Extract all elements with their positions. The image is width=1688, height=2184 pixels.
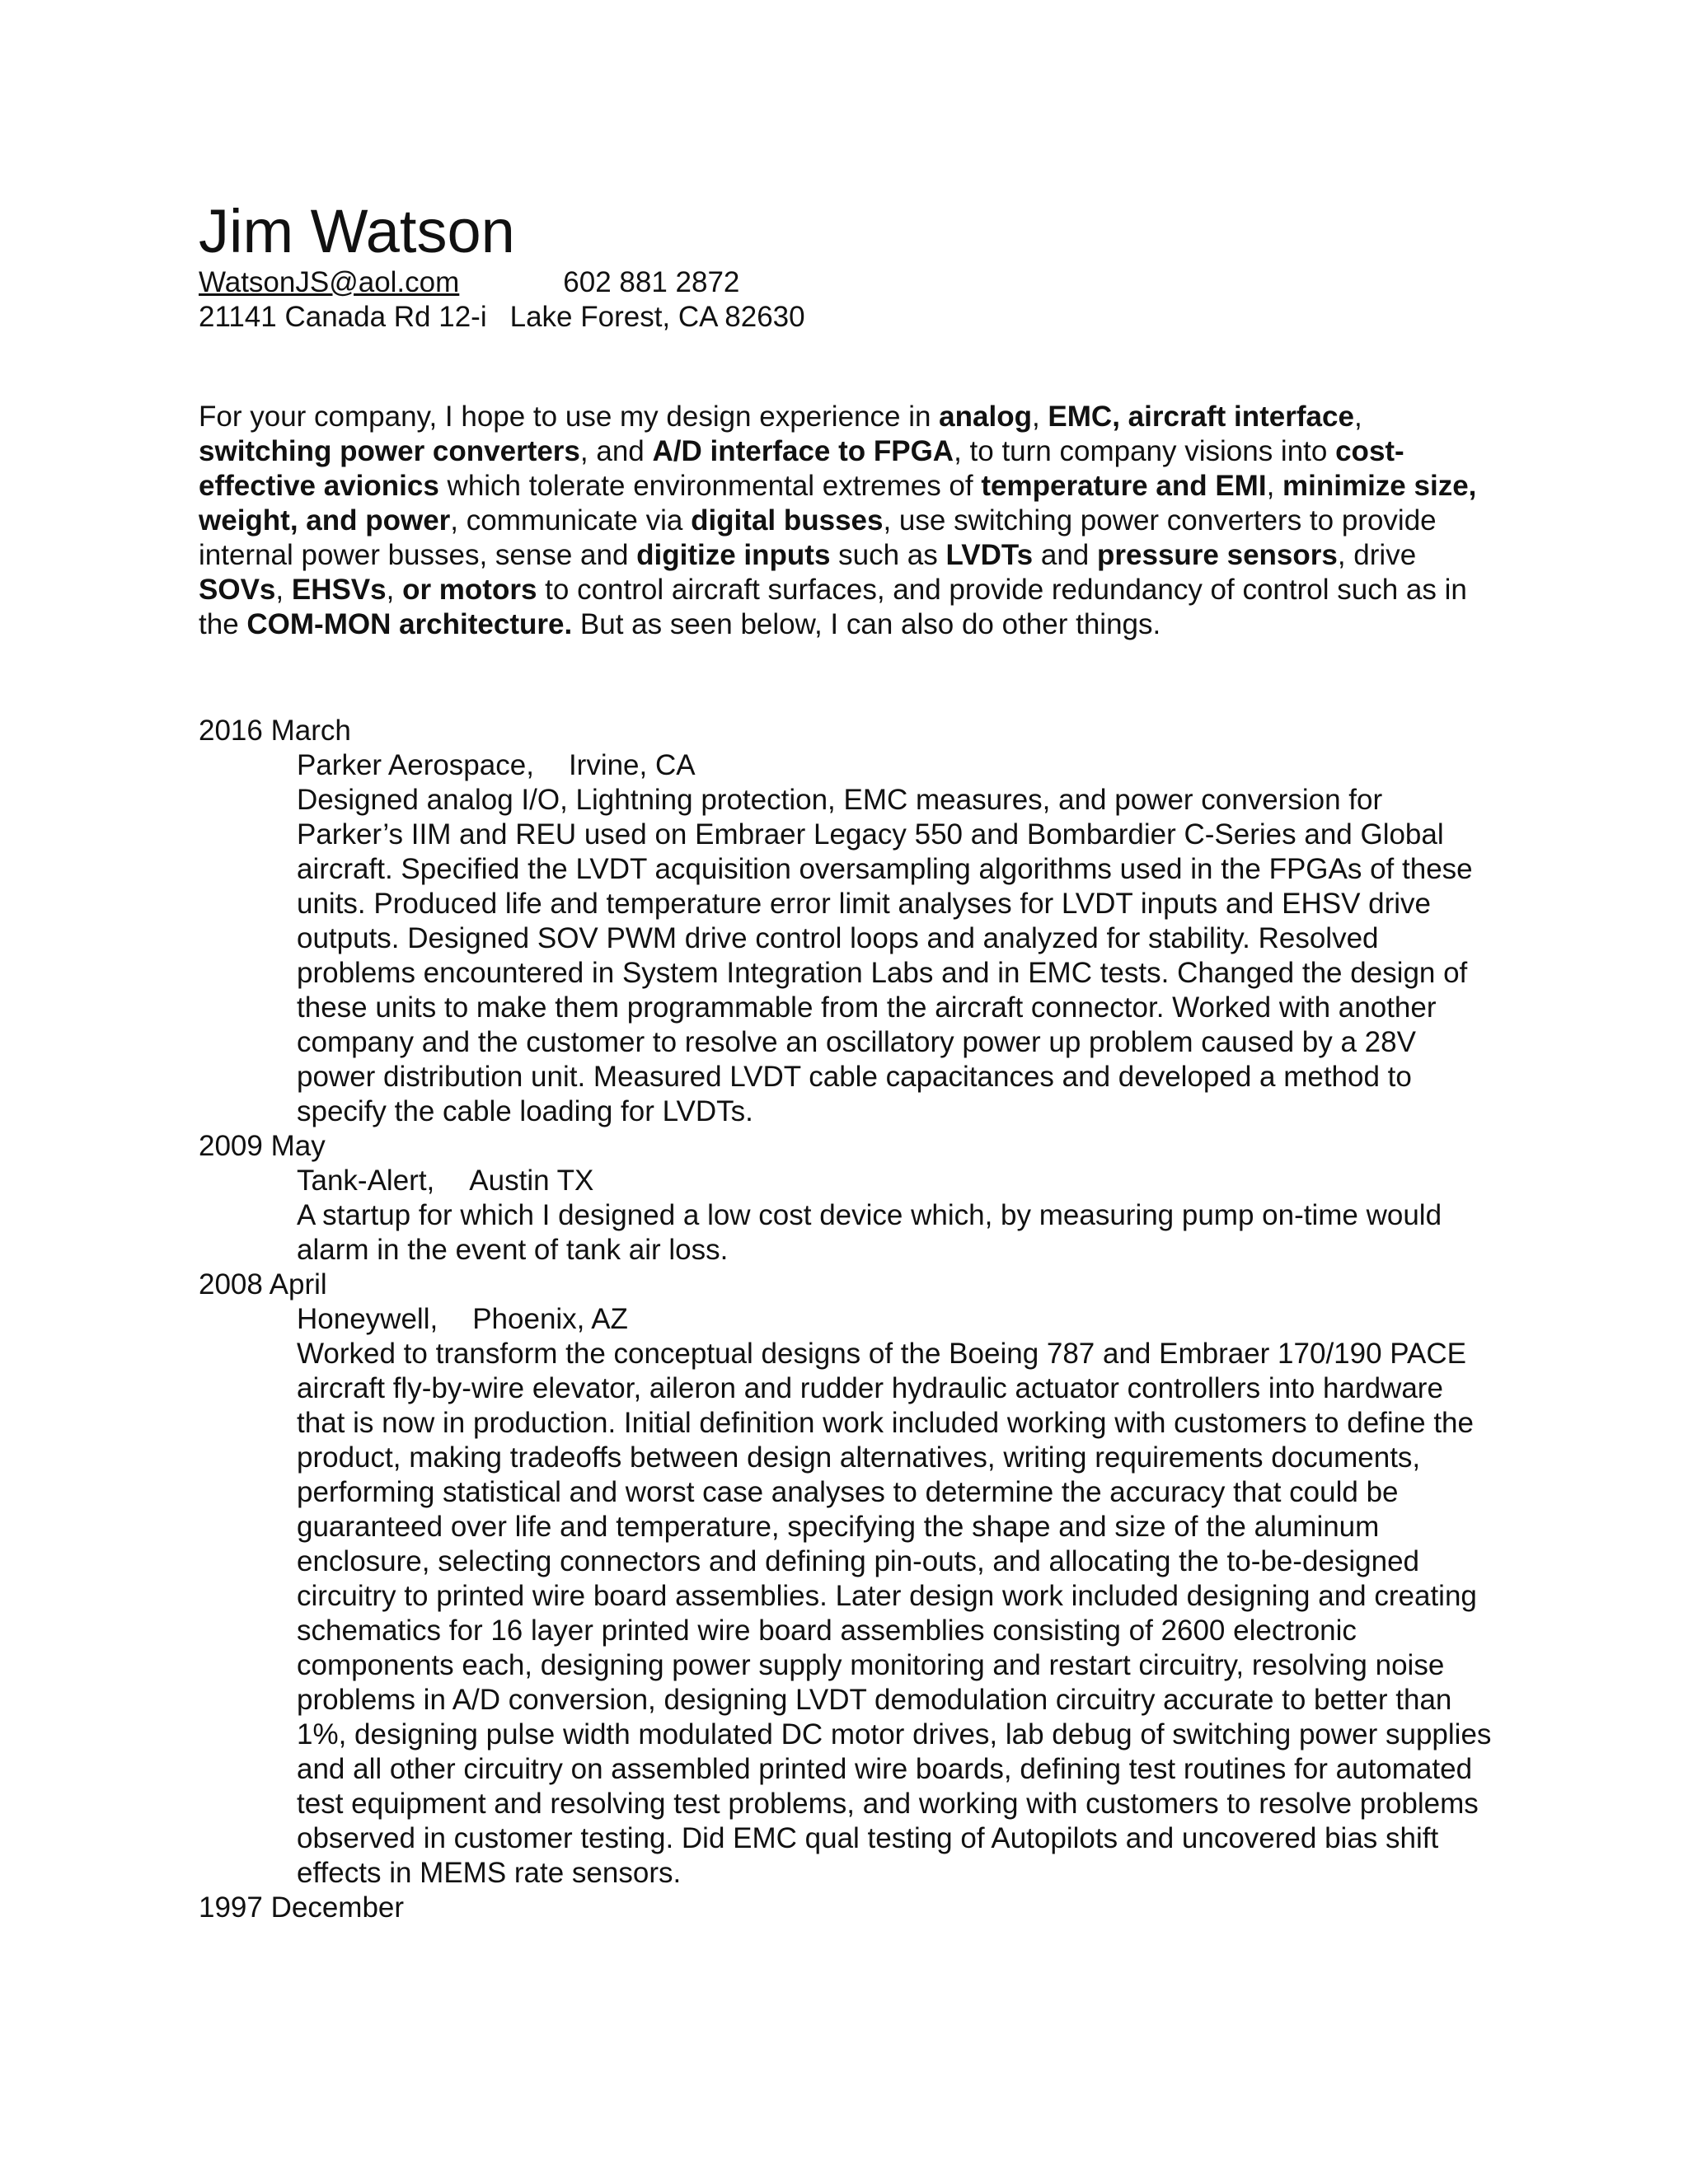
entry-body bbox=[297, 1302, 1493, 1891]
experience-section bbox=[199, 714, 1493, 1925]
summary-segment: , use switching power converters to provide internal power busses, sense and bbox=[199, 504, 1437, 571]
employer-line bbox=[297, 748, 1493, 783]
entry-description: Designed analog I/O, Lightning protection, EMC measures, and power conversion for Parker’s IIM and REU used on Embraer Legacy 550 and Bombardier C-Series and Global aircraft. Specified the LVDT acquisition oversampling algorithms used in the FPGAs of these units. Produced life and temperature error limit analyses for LVDT inputs and EHSV drive outputs. Designed SOV PWM drive control loops and analyzed for stability. Resolved problems encountered in System Integration Labs and in EMC tests. Changed the design of these units to make them programmable from the aircraft connector. Worked with another company and the customer to resolve an oscillatory power up problem caused by a 28V power distribution unit. Measured LVDT cable capacitances and developed a method to specify the cable loading for LVDTs. bbox=[297, 784, 1473, 1127]
summary-keyword: switching power converters bbox=[199, 435, 580, 467]
summary-segment: , and bbox=[579, 435, 653, 467]
contact-row-address bbox=[199, 300, 805, 335]
employer-name: Parker Aerospace, bbox=[297, 749, 534, 781]
entry-body bbox=[297, 748, 1493, 1129]
summary-segment: such as bbox=[830, 539, 946, 571]
employer-name: Tank-Alert, bbox=[297, 1165, 435, 1197]
summary-keyword: analog bbox=[939, 401, 1032, 433]
summary-segment: But as seen below, I can also do other things. bbox=[572, 608, 1161, 640]
summary-keyword: EHSVs bbox=[291, 574, 387, 606]
city-state-zip: Lake Forest, CA 82630 bbox=[509, 301, 805, 333]
employer-location: Phoenix, AZ bbox=[472, 1303, 628, 1335]
summary-segment: , bbox=[1266, 470, 1283, 502]
summary-segment: and bbox=[1033, 539, 1098, 571]
entry-date: 2008 April bbox=[199, 1268, 327, 1301]
phone-number: 602 881 2872 bbox=[563, 266, 740, 298]
summary-segment: which tolerate environmental extremes of bbox=[438, 470, 982, 502]
entry-description: Worked to transform the conceptual designs of the Boeing 787 and Embraer 170/190 PACE aircraft fly-by-wire elevator, aileron and rudder hydraulic actuator controllers into hardware that is now in production. Initial definition work included working with customers to define the product, making tradeoffs between design alternatives, writing requirements documents, performing statistical and worst case analyses to determine the accuracy that could be guaranteed over life and temperature, specifying the shape and size of the aluminum enclosure, selecting connectors and defining pin-outs, and allocating the to-be-designed circuitry to printed wire board assemblies. Later design work included designing and creating schematics for 16 layer printed wire board assemblies consisting of 2600 electronic components each, designing power supply monitoring and restart circuitry, resolving noise problems in A/D conversion, designing LVDT demodulation circuitry accurate to better than 1%, designing pulse width modulated DC motor drives, lab debug of switching power supplies and all other circuitry on assembled printed wire boards, defining test routines for automated test equipment and resolving test problems, and working with customers to resolve problems observed in customer testing. Did EMC qual testing of Autopilots and uncovered bias shift effects in MEMS rate sensors. bbox=[297, 1338, 1492, 1889]
summary-keyword: or motors bbox=[402, 574, 537, 606]
employer-location: Irvine, CA bbox=[568, 749, 696, 781]
summary-keyword: A/D interface to FPGA bbox=[652, 435, 954, 467]
summary-keyword: digitize inputs bbox=[636, 539, 831, 571]
entry-date: 2016 March bbox=[199, 715, 351, 747]
experience-entry bbox=[199, 1129, 1493, 1268]
contact-row-email-phone bbox=[199, 265, 805, 300]
summary-keyword: SOVs bbox=[199, 574, 276, 606]
summary-keyword: EMC, aircraft interface bbox=[1048, 401, 1354, 433]
summary-keyword: LVDTs bbox=[945, 539, 1034, 571]
summary-segment: , to turn company visions into bbox=[954, 435, 1336, 467]
employer-name: Honeywell, bbox=[297, 1303, 438, 1335]
summary-segment: For your company, I hope to use my design experience in bbox=[199, 401, 940, 433]
summary-paragraph bbox=[199, 400, 1484, 642]
summary-segment: , bbox=[1031, 401, 1048, 433]
employer-location: Austin TX bbox=[469, 1165, 594, 1197]
summary-keyword: COM-MON architecture. bbox=[246, 608, 573, 640]
employer-line bbox=[297, 1164, 1493, 1198]
email-link[interactable]: WatsonJS@aol.com bbox=[199, 266, 460, 298]
entry-description: A startup for which I designed a low cost device which, by measuring pump on-time would alarm in the event of tank air loss. bbox=[297, 1199, 1442, 1266]
summary-segment: , communicate via bbox=[450, 504, 692, 537]
summary-segment: , bbox=[275, 574, 292, 606]
street-address: 21141 Canada Rd 12-i bbox=[199, 301, 487, 333]
summary-segment: , bbox=[386, 574, 403, 606]
summary-segment: to control aircraft surfaces, and provide redundancy of control such as in the bbox=[199, 574, 1467, 640]
employer-line bbox=[297, 1302, 1493, 1337]
entry-date: 2009 May bbox=[199, 1130, 326, 1162]
summary-segment: , bbox=[1353, 401, 1362, 433]
candidate-name: Jim Watson bbox=[199, 197, 515, 265]
summary-keyword: temperature and EMI bbox=[981, 470, 1267, 502]
summary-keyword: digital busses bbox=[691, 504, 884, 537]
experience-entry bbox=[199, 1268, 1493, 1891]
summary-keyword: minimize size, weight, and power bbox=[199, 470, 1477, 537]
summary-keyword: cost-effective avionics bbox=[199, 435, 1404, 502]
experience-entry bbox=[199, 714, 1493, 1129]
entry-date: 1997 December bbox=[199, 1891, 405, 1924]
entry-body bbox=[297, 1164, 1493, 1268]
summary-keyword: pressure sensors bbox=[1097, 539, 1338, 571]
contact-block bbox=[199, 265, 805, 335]
summary-segment: , drive bbox=[1337, 539, 1417, 571]
